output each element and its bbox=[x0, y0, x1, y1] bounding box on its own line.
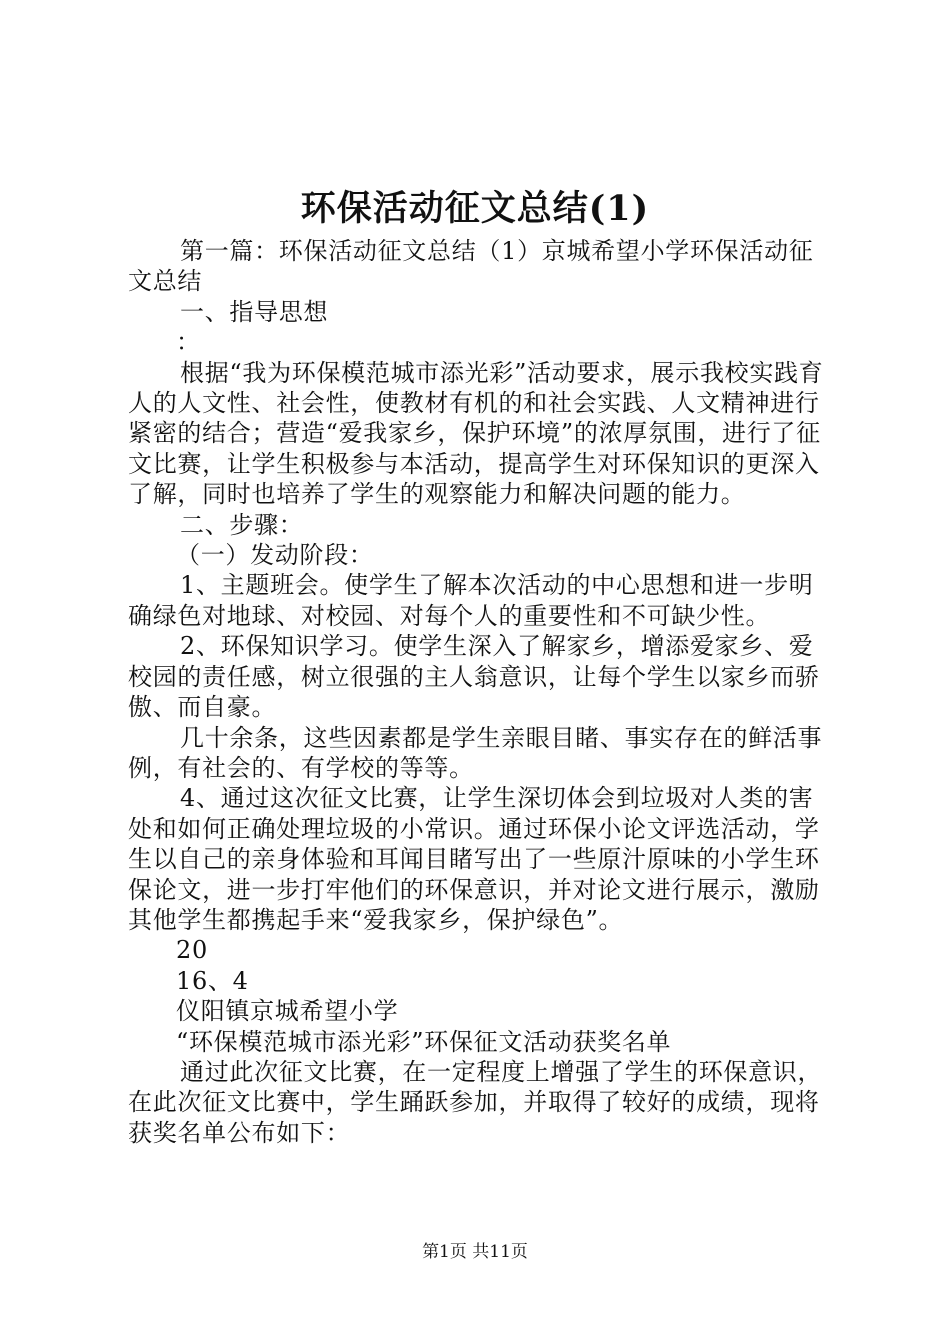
award-list-heading: “环保模范城市添光彩”环保征文活动获奖名单 bbox=[176, 1027, 672, 1056]
document-body bbox=[128, 236, 838, 1148]
paragraph-award-intro: 通过此次征文比赛，在一定程度上增强了学生的环保意识，在此次征文比赛中，学生踊跃参加，并取得了较好的成绩，现将获奖名单公布如下： bbox=[128, 1057, 823, 1147]
document-title: 环保活动征文总结(1) bbox=[300, 188, 650, 229]
paragraph-basis: 根据“我为环保模范城市添光彩”活动要求，展示我校实践育人的人文性、社会性，使教材有机的和社会实践、人文精神进行紧密的结合；营造“爱我家乡，保护环境”的浓厚氛围，进行了征文比赛，让学生积极参与本活动，提高学生对环保知识的更深入了解，同时也培养了学生的观察能力和解决问题的能力。 bbox=[128, 358, 824, 509]
paragraph-colon: ： bbox=[176, 328, 201, 357]
heading-steps: 二、步骤： bbox=[180, 510, 304, 539]
page-footer: 第1页 共11页 bbox=[422, 1242, 528, 1262]
heading-guiding-idea: 一、指导思想 bbox=[180, 297, 329, 326]
paragraph-step-4: 4、通过这次征文比赛，让学生深切体会到垃圾对人类的害处和如何正确处理垃圾的小常识。通过环保小论文评选活动，学生以自己的亲身体验和耳闻目睹写出了一些原汁原味的小学生环保论文，进一步打牢他们的环保意识，并对论文进行展示，激励其他学生都携起手来“爱我家乡，保护绿色”。 bbox=[128, 784, 820, 934]
date-month-part: 16、4 bbox=[176, 966, 249, 995]
school-name: 仪阳镇京城希望小学 bbox=[176, 997, 399, 1026]
paragraph-step-3: 几十余条，这些因素都是学生亲眼目睹、事实存在的鲜活事例，有社会的、有学校的等等。 bbox=[128, 723, 823, 782]
paragraph-intro: 第一篇：环保活动征文总结（1）京城希望小学环保活动征文总结 bbox=[128, 237, 814, 296]
date-year-part: 20 bbox=[176, 936, 208, 965]
heading-phase-one: （一）发动阶段： bbox=[176, 541, 374, 570]
paragraph-step-2: 2、环保知识学习。使学生深入了解家乡，增添爱家乡、爱校园的责任感，树立很强的主人翁意识，让每个学生以家乡而骄傲、而自豪。 bbox=[128, 632, 820, 722]
paragraph-step-1: 1、主题班会。使学生了解本次活动的中心思想和进一步明确绿色对地球、对校园、对每个人的重要性和不可缺少性。 bbox=[128, 571, 814, 630]
